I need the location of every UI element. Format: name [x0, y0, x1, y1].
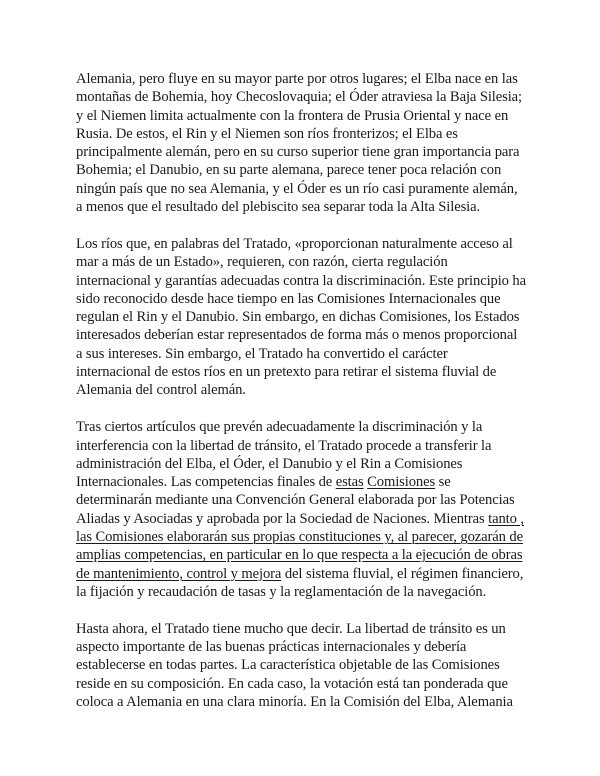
paragraph-international-commissions [76, 418, 526, 601]
paragraph-text: Alemania, pero fluye en su mayor parte por otros lugares; el Elba nace en las montañas de Bohemia, hoy Checoslovaquia; el Óder atraviesa la Baja Silesia; y el Niemen limita actualmente con la frontera de Prusia Oriental y nace en Rusia. De estos, el Rin y el Niemen son ríos fronterizos; el Elba es principalmente alemán, pero en su curso superior tiene gran importancia para Bohemia; el Danubio, en su parte alemana, parece tener poca relación con ningún país que no sea Alemania, y el Óder es un río casi puramente alemán, a menos que el resultado del plebiscito sea separar toda la Alta Silesia. [76, 71, 522, 216]
paragraph-text: Los ríos que, en palabras del Tratado, «proporcionan naturalmente acceso al mar a más de un Estado», requieren, con razón, cierta regulación internacional y garantías adecuadas contra la discriminación. Este principio ha sido reconocido desde hace tiempo en las Comisiones Internacionales que regulan el Rin y el Danubio. Sin embargo, en dichas Comisiones, los Estados interesados deberían estar representados de forma más o menos proporcional a sus intereses. Sin embargo, el Tratado ha convertido el carácter internacional de estos ríos en un pretexto para retirar el sistema fluvial de Alemania del control alemán. [76, 235, 527, 399]
paragraph-text: del sistema fluvial, el régimen financiero, la fijación y recaudación de tasas y la reglamentación de la navegación. [76, 565, 524, 600]
paragraph-text: Hasta ahora, el Tratado tiene mucho que decir. La libertad de tránsito es un aspecto importante de las buenas prácticas internacionales y debería establecerse en todas partes. La característica objetable de las Comisiones reside en su composición. En cada caso, la votación está tan ponderada que coloca a Alemania en una clara minoría. En la Comisión del Elba, Alemania [76, 620, 513, 710]
document-page [76, 70, 526, 730]
paragraph-treaty-regulation [76, 235, 526, 400]
paragraph-rivers-origins [76, 70, 526, 216]
paragraph-commission-composition [76, 620, 526, 711]
underlined-text: estas [335, 474, 364, 491]
underlined-text: Comisiones [367, 474, 436, 491]
paragraph-text: Tras ciertos artículos que prevén adecuadamente la discriminación y la interferencia con la libertad de tránsito, el Tratado procede a transferir la administración del Elba, el Óder, el Danubio y el Rin a Comisiones Internacionales. Las competencias finales de [76, 419, 492, 491]
paragraph-text: se determinarán mediante una Convención General elaborada por las Potencias Aliadas y Asociadas y aprobada por la Sociedad de Naciones. Mientras [76, 474, 515, 527]
underlined-text: tanto , las Comisiones elaborarán sus propias constituciones y, al parecer, gozarán de amplias competencias, en particular en lo que respecta a la ejecución de obras de mantenimiento, control y mejora [76, 510, 524, 582]
